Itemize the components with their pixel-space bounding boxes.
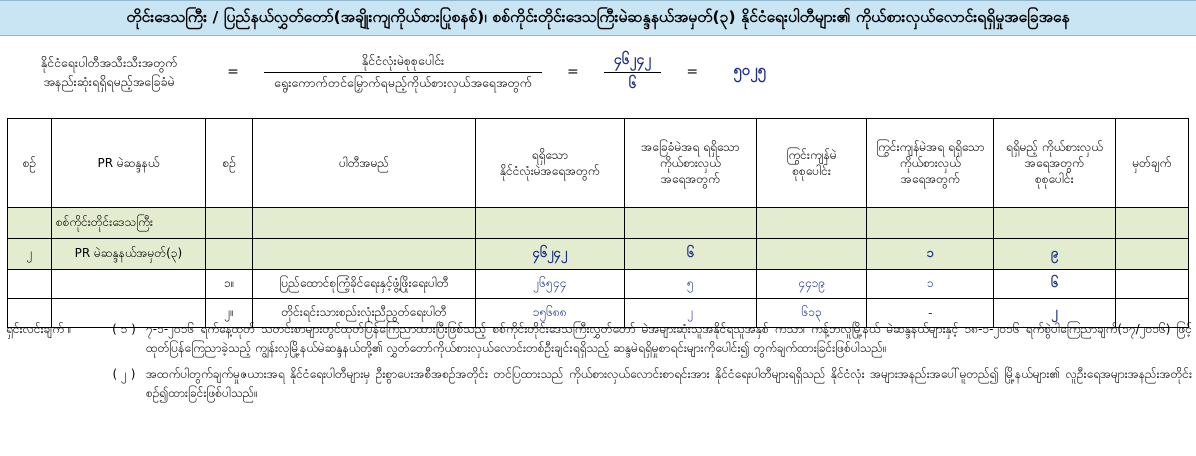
party-row-2-votes: ၁၅၆၈၈ [475,299,624,328]
note-row-2 [6,365,1192,404]
party-row-2-no: ၂။ [205,299,252,328]
pr-seat-remainder-seats: ၁ [867,239,994,270]
col-header-votes: ရရှိသော နိုင်ငံလုံးမဲအရေအတွက် [475,119,624,208]
region-row-no [8,208,52,239]
formula-denominator-2: ၆ [628,75,637,92]
formula-block [16,44,1136,100]
region-row-c6 [624,208,756,239]
region-row-c4 [253,208,475,239]
note-2-text: အထက်ပါတွက်ချက်မှုဇယားအရ နိုင်ငံရေးပါတီများမှ ဦးစွာပေးအစီအစဉ်အတိုင်း တင်ပြထားသည် ကိုယ်စားလှယ်လောင်းစာရင်းအား နိုင်ငံရေးပါတီများရရှိသည် နိုင်ငံလုံး အများအနည်းအပေါ်မူတည်၍ မြို့နယ်များ၏ လူဦးရေအများအနည်းအတိုင်းစဉ်၍ထားခြင်းဖြစ်ပါသည်။ [146,366,1192,401]
pr-seat-remainder [756,239,867,270]
region-row-c8 [867,208,994,239]
region-row-c9 [994,208,1116,239]
party-row-1-name: ပြည်ထောင်စုကြံ့ခိုင်ရေးနှင့်ဖွံ့ဖြိုးရေးပါတီ [253,270,475,299]
party-row-1-col2 [51,270,205,299]
note-2-number: ( ၂ ) [112,366,136,381]
region-row-c10 [1115,208,1188,239]
party-row-1-total-seats: ၆ [994,270,1116,299]
col-header-no: စဉ် [8,119,52,208]
region-row-label: စစ်ကိုင်းတိုင်းဒေသကြီး [51,208,205,239]
col-header-remainder-seats: ကြွင်းကျန်မဲအရ ရရှိသော ကိုယ်စားလှယ် အရေအတွက် [867,119,994,208]
notes-section [6,320,1192,404]
party-row-2-remainder: ၆၁၃ [756,299,867,328]
formula-left-line2: အနည်းဆုံးရရှိရမည့်အခြေခံမဲ [43,74,175,89]
table-row-region [8,208,1189,239]
formula-numerator-2: ၄၆၂၄၂ [604,50,661,72]
col-header-basic-seats: အခြေခံမဲအရ ရရှိသော ကိုယ်စားလှယ် အရေအတွက် [624,119,756,208]
pr-seat-votes: ၄၆၂၄၂ [475,239,624,270]
formula-result: ၅၀၂၅ [733,61,766,79]
pr-seat-label: PR မဲဆန္ဒနယ်အမှတ်(၃) [51,239,205,270]
party-row-1-basic-seats: ၅ [624,270,756,299]
table-header [8,119,1189,208]
formula-left-label [16,53,202,92]
region-row-c5 [475,208,624,239]
formula-fraction-2 [604,50,661,94]
party-row-2-name: တိုင်းရင်းသားစည်းလုံးညီညွတ်ရေးပါတီ [253,299,475,328]
party-row-2-total-seats: ၂ [994,299,1116,328]
col-header-remainder: ကြွင်းကျန်မဲ စုစုပေါင်း [756,119,867,208]
pr-seat-no: ၂ [8,239,52,270]
formula-equals-1: = [227,64,239,80]
party-row-1-votes: ၂၆၅၄၄ [475,270,624,299]
note-1-number: ( ၁ ) [112,322,136,336]
formula-equals-3: = [686,64,699,80]
note-1-text: ၇-၁-၂၀၁၆ ရက်နေ့ထုတ် သတင်းစာများတွင်ထုတ်ပြန်ကြေညာထားပြီးဖြစ်သည့် စစ်ကိုင်းတိုင်းဒေသကြီးလွှတ်တော် မဲအများဆုံးသူအနိုင်ရသူအနှစ် ကသာ၊ ကန့်ဘလူမြို့နယ် မဲဆန္ဒနယ်များနှင့် ၁၈-၁-၂၀၁၆ ရက်စွဲပါကြေညာချက်(၁၇/၂၀၁၆) ဖြင့် ထုတ်ပြန်ကြေညာခဲ့သည့် ကျွန်းလှမြို့နယ်မဲဆန္ဒနယ်တို့၏ လွှတ်တော်ကိုယ်စားလှယ်လောင်းတစ်ဦးချင်းရရှိသည့် ဆန္ဒမဲရရှိမှုစာရင်းများကိုပေါင်း၍ တွက်ချက်ထားခြင်းဖြစ်ပါသည်။ [146,322,1192,356]
region-row-c7 [756,208,867,239]
party-row-1-no: ၁။ [205,270,252,299]
notes-lead-label: ရှင်းလင်းချက် ။ [6,322,72,336]
col-header-no-2: စဉ် [205,119,252,208]
pr-seat-total-seats: ၉ [994,239,1116,270]
formula-equals-2: = [566,64,579,80]
formula-denominator-1: ရွေးကောက်တင်မြှောက်ရမည့်ကိုယ်စားလှယ်အရေအတွက် [274,74,532,90]
party-row-2-remainder-seats: - [867,299,994,328]
party-row-1-remark [1115,270,1188,299]
note-row-1 [6,320,1192,359]
col-header-total-seats: ရရှိမည့် ကိုယ်စားလှယ် အရေအတွက် စုစုပေါင်း [994,119,1116,208]
table-row [8,270,1189,299]
party-row-1-remainder: ၄၄၁၉ [756,270,867,299]
formula-left-line1: နိုင်ငံရေးပါတီအသီးသီးအတွက် [40,54,178,70]
pr-seat-remark [1115,239,1188,270]
formula-fraction-1 [264,52,542,91]
table-header-row [8,119,1189,208]
party-row-1-col1 [8,270,52,299]
pr-seat-c4 [253,239,475,270]
page-title: တိုင်းဒေသကြီး / ပြည်နယ်လွှတ်တော်(အချိုးကျကိုယ်စားပြုစနစ်)၊ စစ်ကိုင်းတိုင်းဒေသကြီးမဲဆန္ဒနယ်အမှတ်(၃) နိုင်ငံရေးပါတီများ၏ ကိုယ်စားလှယ်လောင်းရရှိမှုအခြေအနေ [0,0,1196,36]
formula-numerator-1: နိုင်ငံလုံးမဲစုစုပေါင်း [264,52,542,72]
party-row-2-basic-seats: ၂ [624,299,756,328]
table-row-pr-seat [8,239,1189,270]
region-row-c3 [205,208,252,239]
results-table [7,118,1189,328]
pr-seat-basic-seats: ၆ [624,239,756,270]
table-body [8,208,1189,328]
col-header-remark: မှတ်ချက် [1115,119,1188,208]
pr-seat-c3 [205,239,252,270]
party-row-1-remainder-seats: ၁ [867,270,994,299]
col-header-pr-seat: PR မဲဆန္ဒနယ် [51,119,205,208]
col-header-party-name: ပါတီအမည် [253,119,475,208]
